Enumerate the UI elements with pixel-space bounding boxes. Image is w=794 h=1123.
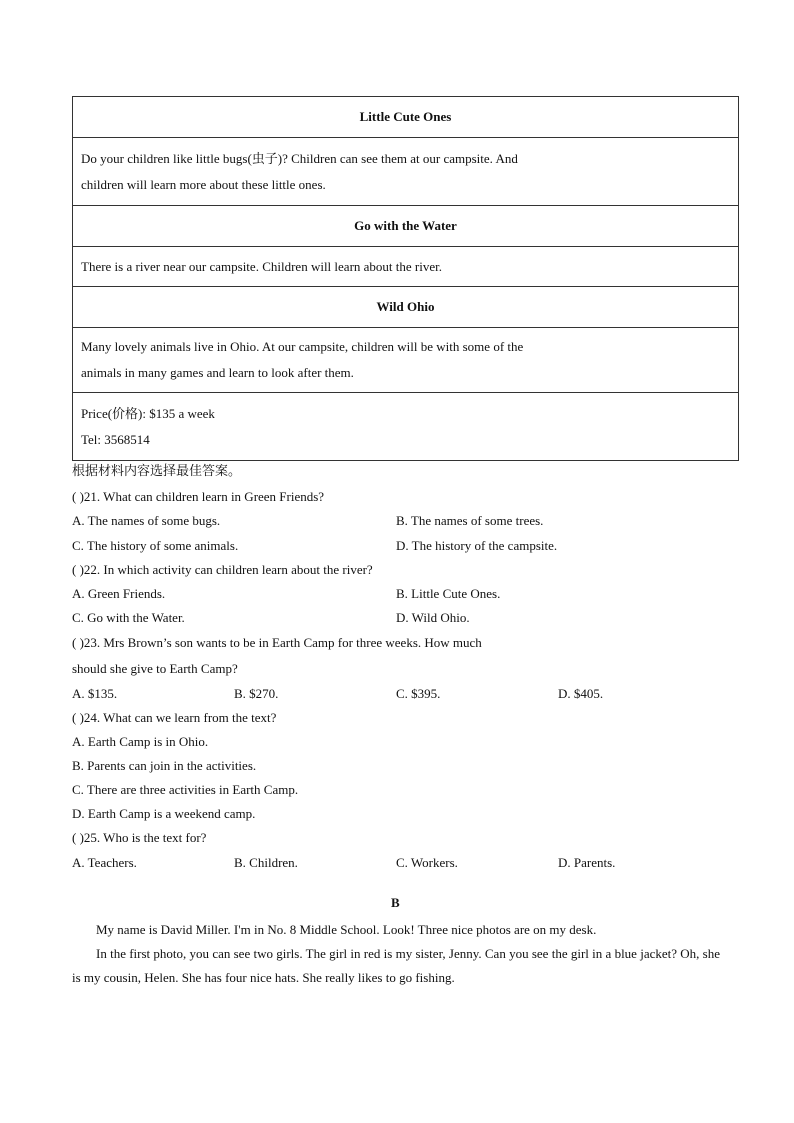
q21-option-c: C. The history of some animals. [72,538,239,553]
question-25-stem: ( )25. Who is the text for? [72,830,207,845]
question-23-stem: ( )23. Mrs Brown’s son wants to be in Earth Camp for three weeks. How much [72,635,482,650]
body-line: Do your children like little bugs(虫子)? Children can see them at our campsite. And [81,150,518,166]
q22-option-d: D. Wild Ohio. [396,610,470,625]
price-contact-cell [73,393,739,461]
q24-option-c: C. There are three activities in Earth Camp. [72,782,299,797]
question-22-stem: ( )22. In which activity can children learn about the river? [72,562,373,577]
instruction-text: 根据材料内容选择最佳答案。 [72,463,242,478]
q23-option-b: B. $270. [234,686,279,701]
q22-option-a: A. Green Friends. [72,586,166,601]
body-line: animals in many games and learn to look after them. [81,365,354,380]
section-heading-little-cute-ones: Little Cute Ones [73,97,739,138]
q25-option-a: A. Teachers. [72,855,137,870]
section-body-little-cute-ones [73,138,739,206]
q24-option-b: B. Parents can join in the activities. [72,758,257,773]
section-b-paragraph-2: In the first photo, you can see two girls. The girl in red is my sister, Jenny. Can you see the girl in a blue jacket? Oh, she is my cousin, Helen. She has four nice hats. She really likes to go fishing. [72,946,720,985]
section-b-paragraph-1: My name is David Miller. I'm in No. 8 Middle School. Look! Three nice photos are on my desk. [96,922,597,937]
q23-option-c: C. $395. [396,686,441,701]
q25-option-d: D. Parents. [558,855,616,870]
section-body-go-with-the-water [73,247,739,287]
body-line: Many lovely animals live in Ohio. At our campsite, children will be with some of the [81,339,524,354]
q22-option-b: B. Little Cute Ones. [396,586,501,601]
tel-line: Tel: 3568514 [81,431,150,447]
question-24-stem: ( )24. What can we learn from the text? [72,710,277,725]
section-b-label: B [391,895,400,910]
price-line: Price(价格): $135 a week [81,405,215,421]
q22-option-c: C. Go with the Water. [72,610,185,625]
q21-option-b: B. The names of some trees. [396,513,544,528]
q23-option-a: A. $135. [72,686,118,701]
section-heading-wild-ohio: Wild Ohio [73,287,739,328]
q24-option-d: D. Earth Camp is a weekend camp. [72,806,256,821]
section-heading-go-with-the-water: Go with the Water [73,206,739,247]
q21-option-d: D. The history of the campsite. [396,538,558,553]
q23-option-d: D. $405. [558,686,604,701]
campsite-activities-table [72,96,739,461]
q25-option-b: B. Children. [234,855,298,870]
question-23-stem-continued: should she give to Earth Camp? [72,661,238,676]
question-21-stem: ( )21. What can children learn in Green Friends? [72,489,325,504]
q25-option-c: C. Workers. [396,855,458,870]
body-line: children will learn more about these little ones. [81,176,326,192]
q21-option-a: A. The names of some bugs. [72,513,221,528]
section-body-wild-ohio [73,328,739,393]
body-line: There is a river near our campsite. Children will learn about the river. [81,258,442,274]
q24-option-a: A. Earth Camp is in Ohio. [72,734,209,749]
